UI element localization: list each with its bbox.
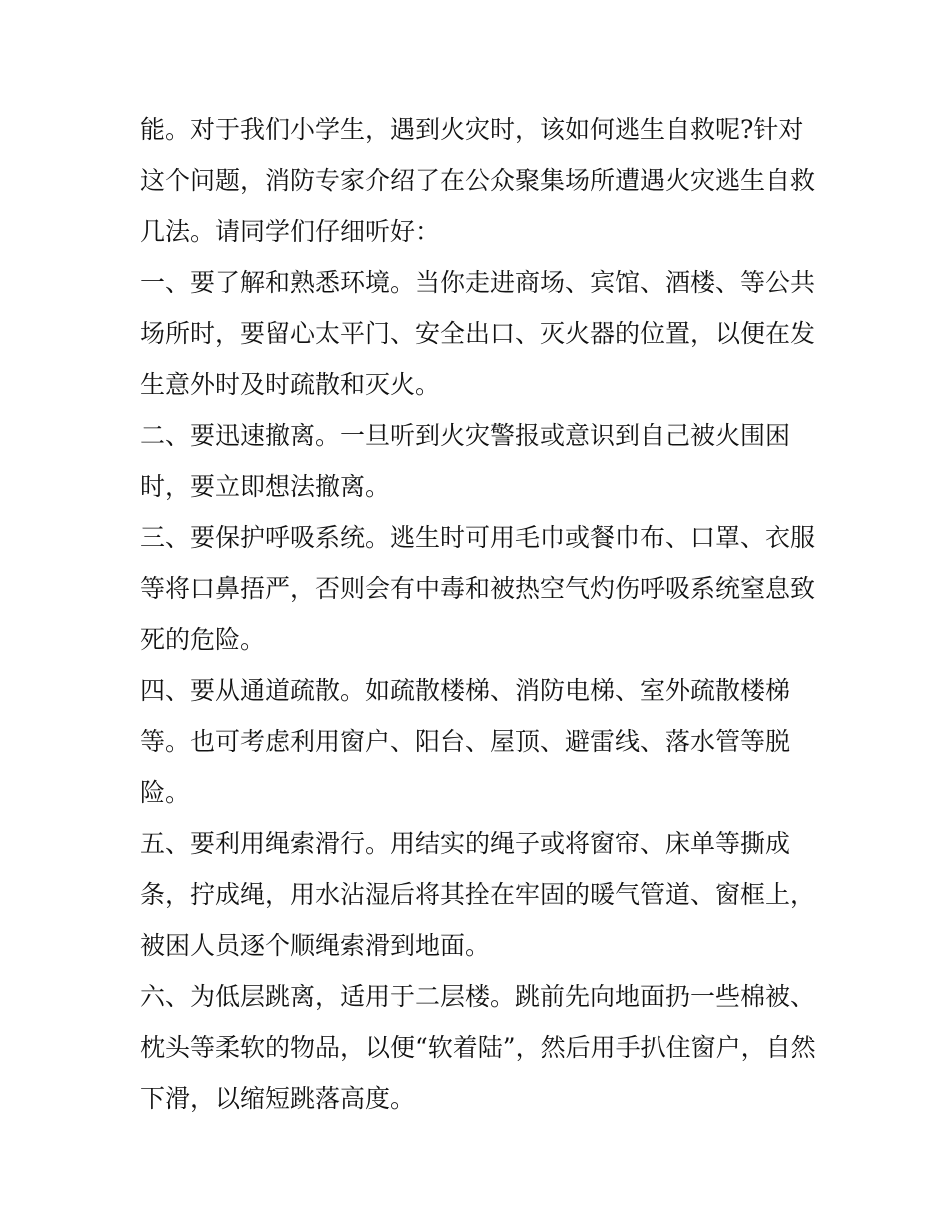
text-line-item1-2: 场所时，要留心太平门、安全出口、灭火器的位置，以便在发 xyxy=(140,319,816,348)
text-line-item6-3: 下滑，以缩短跳落高度。 xyxy=(140,1084,416,1113)
text-line-item3-1: 三、要保护呼吸系统。逃生时可用毛巾或餐巾布、口罩、衣服 xyxy=(140,523,816,552)
text-line-item5-1: 五、要利用绳索滑行。用结实的绳子或将窗帘、床单等撕成 xyxy=(140,829,791,858)
text-line-item2-1: 二、要迅速撤离。一旦听到火灾警报或意识到自己被火围困 xyxy=(140,421,791,450)
text-line-item2-2: 时，要立即想法撤离。 xyxy=(140,472,391,501)
document-body xyxy=(140,104,820,1124)
text-line-intro-1: 能。对于我们小学生，遇到火灾时，该如何逃生自救呢?针对 xyxy=(140,115,804,144)
text-line-item1-3: 生意外时及时疏散和灭火。 xyxy=(140,370,441,399)
text-line-intro-3: 几法。请同学们仔细听好： xyxy=(140,217,441,246)
text-line-item4-3: 险。 xyxy=(140,778,191,807)
text-line-item3-3: 死的危险。 xyxy=(140,625,266,654)
text-line-item5-3: 被困人员逐个顺绳索滑到地面。 xyxy=(140,931,491,960)
text-line-item5-2: 条，拧成绳，用水沾湿后将其拴在牢固的暖气管道、窗框上， xyxy=(140,880,816,909)
text-line-item4-2: 等。也可考虑利用窗户、阳台、屋顶、避雷线、落水管等脱 xyxy=(140,727,791,756)
text-line-item4-1: 四、要从通道疏散。如疏散楼梯、消防电梯、室外疏散楼梯 xyxy=(140,676,791,705)
text-line-item3-2: 等将口鼻捂严，否则会有中毒和被热空气灼伤呼吸系统窒息致 xyxy=(140,574,816,603)
text-line-item1-1: 一、要了解和熟悉环境。当你走进商场、宾馆、酒楼、等公共 xyxy=(140,268,816,297)
text-line-item6-2: 枕头等柔软的物品，以便“软着陆”，然后用手扒住窗户，自然 xyxy=(140,1033,816,1062)
text-line-intro-2: 这个问题，消防专家介绍了在公众聚集场所遭遇火灾逃生自救 xyxy=(140,166,816,195)
text-line-item6-1: 六、为低层跳离，适用于二层楼。跳前先向地面扔一些棉被、 xyxy=(140,982,816,1011)
